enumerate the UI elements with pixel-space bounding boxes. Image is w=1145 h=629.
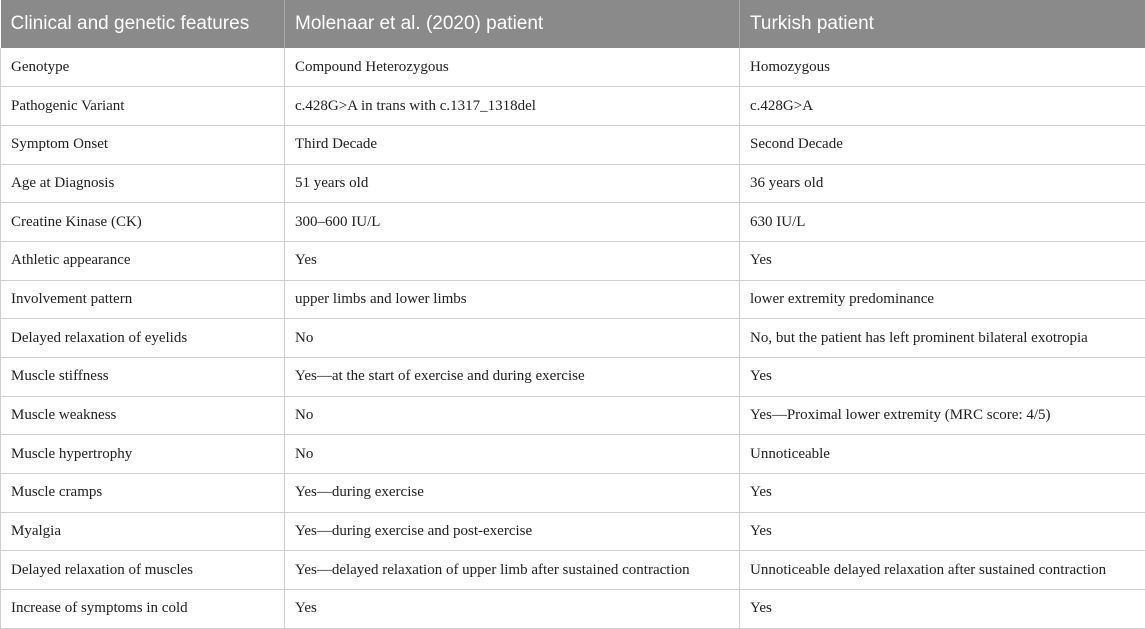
turkish-cell: Yes—Proximal lower extremity (MRC score: 4/5) — [740, 396, 1145, 435]
feature-cell: Pathogenic Variant — [1, 87, 285, 126]
turkish-cell: Yes — [740, 474, 1145, 513]
turkish-cell: No, but the patient has left prominent bilateral exotropia — [740, 319, 1145, 358]
header-features: Clinical and genetic features — [1, 0, 285, 48]
table-row — [1, 241, 1145, 280]
table-row — [1, 319, 1145, 358]
table-row — [1, 203, 1145, 242]
feature-cell: Creatine Kinase (CK) — [1, 203, 285, 242]
header-molenaar-patient: Molenaar et al. (2020) patient — [285, 0, 740, 48]
molenaar-cell: c.428G>A in trans with c.1317_1318del — [285, 87, 740, 126]
header-row — [1, 0, 1145, 48]
turkish-cell: Yes — [740, 358, 1145, 397]
turkish-cell: 630 IU/L — [740, 203, 1145, 242]
molenaar-cell: 51 years old — [285, 164, 740, 203]
turkish-cell: Yes — [740, 512, 1145, 551]
table-row — [1, 551, 1145, 590]
molenaar-cell: Yes — [285, 241, 740, 280]
molenaar-cell: Third Decade — [285, 125, 740, 164]
molenaar-cell: No — [285, 319, 740, 358]
table-row — [1, 280, 1145, 319]
table-row — [1, 358, 1145, 397]
table-row — [1, 396, 1145, 435]
turkish-cell: Second Decade — [740, 125, 1145, 164]
molenaar-cell: Compound Heterozygous — [285, 48, 740, 87]
feature-cell: Myalgia — [1, 512, 285, 551]
table-header — [1, 0, 1145, 48]
turkish-cell: Unnoticeable delayed relaxation after sustained contraction — [740, 551, 1145, 590]
feature-cell: Genotype — [1, 48, 285, 87]
turkish-cell: c.428G>A — [740, 87, 1145, 126]
feature-cell: Delayed relaxation of muscles — [1, 551, 285, 590]
table-row — [1, 125, 1145, 164]
feature-cell: Athletic appearance — [1, 241, 285, 280]
molenaar-cell: Yes—at the start of exercise and during exercise — [285, 358, 740, 397]
molenaar-cell: Yes—during exercise — [285, 474, 740, 513]
molenaar-cell: No — [285, 435, 740, 474]
molenaar-cell: 300–600 IU/L — [285, 203, 740, 242]
table-row — [1, 48, 1145, 87]
molenaar-cell: upper limbs and lower limbs — [285, 280, 740, 319]
molenaar-cell: Yes—during exercise and post-exercise — [285, 512, 740, 551]
feature-cell: Involvement pattern — [1, 280, 285, 319]
molenaar-cell: No — [285, 396, 740, 435]
table-row — [1, 512, 1145, 551]
feature-cell: Muscle weakness — [1, 396, 285, 435]
turkish-cell: lower extremity predominance — [740, 280, 1145, 319]
feature-cell: Muscle stiffness — [1, 358, 285, 397]
turkish-cell: Unnoticeable — [740, 435, 1145, 474]
feature-cell: Muscle cramps — [1, 474, 285, 513]
turkish-cell: Homozygous — [740, 48, 1145, 87]
header-turkish-patient: Turkish patient — [740, 0, 1145, 48]
molenaar-cell: Yes — [285, 590, 740, 629]
table-row — [1, 435, 1145, 474]
table-body — [1, 48, 1145, 628]
feature-cell: Delayed relaxation of eyelids — [1, 319, 285, 358]
feature-cell: Symptom Onset — [1, 125, 285, 164]
table-row — [1, 474, 1145, 513]
feature-cell: Age at Diagnosis — [1, 164, 285, 203]
table-row — [1, 87, 1145, 126]
turkish-cell: Yes — [740, 241, 1145, 280]
turkish-cell: 36 years old — [740, 164, 1145, 203]
table-row — [1, 590, 1145, 629]
feature-cell: Increase of symptoms in cold — [1, 590, 285, 629]
table-row — [1, 164, 1145, 203]
molenaar-cell: Yes—delayed relaxation of upper limb after sustained contraction — [285, 551, 740, 590]
turkish-cell: Yes — [740, 590, 1145, 629]
feature-cell: Muscle hypertrophy — [1, 435, 285, 474]
